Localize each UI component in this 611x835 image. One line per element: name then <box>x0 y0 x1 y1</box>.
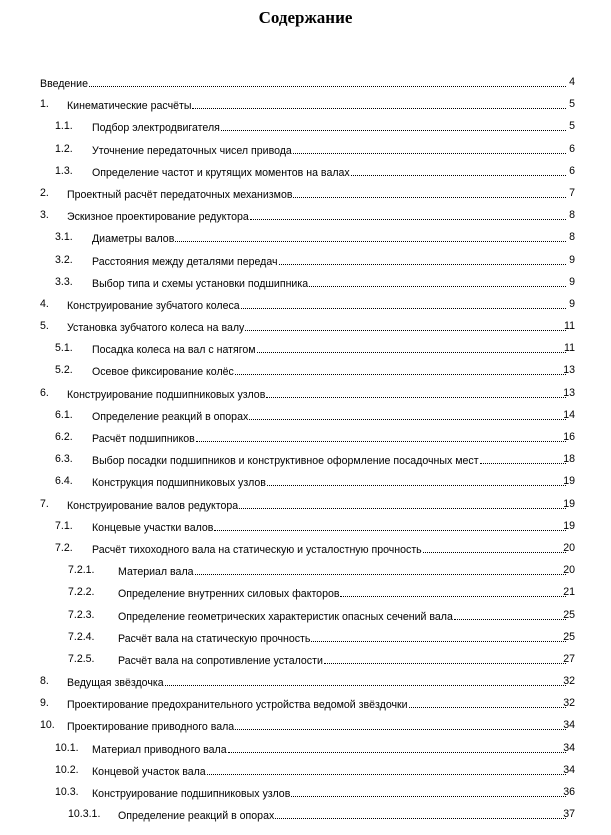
toc-entry-number: 3.1. <box>55 231 73 244</box>
toc-entry[interactable] <box>0 738 611 760</box>
toc-entry-number: 5.2. <box>55 364 73 377</box>
toc-entry[interactable] <box>0 316 611 338</box>
toc-entry-title: Расстояния между деталями передач <box>92 255 278 268</box>
toc-entry-number: 7.2.4. <box>68 630 95 643</box>
toc-entry[interactable] <box>0 161 611 183</box>
toc-entry-page-number: 11 <box>564 320 575 333</box>
toc-entry-page-number: 5 <box>569 98 575 111</box>
dot-leader <box>309 272 566 287</box>
toc-entry-page-number: 27 <box>563 652 575 665</box>
toc-entry[interactable] <box>0 272 611 294</box>
toc-entry[interactable] <box>0 427 611 449</box>
toc-entry-title: Концевые участки валов <box>92 521 214 534</box>
toc-entry[interactable] <box>0 649 611 671</box>
toc-entry[interactable] <box>0 94 611 116</box>
toc-entry-number: 1.1. <box>55 120 73 133</box>
toc-entry-title: Концевой участок вала <box>92 765 206 778</box>
toc-entry[interactable] <box>0 205 611 227</box>
dot-leader <box>214 516 566 531</box>
toc-entry-page-number: 13 <box>563 386 575 399</box>
toc-entry[interactable] <box>0 582 611 604</box>
toc-entry-number: 9. <box>40 697 49 710</box>
dot-leader <box>480 449 566 464</box>
toc-entry-page-number: 16 <box>563 431 575 443</box>
toc-entry-page-number: 14 <box>563 408 575 421</box>
toc-entry[interactable] <box>0 360 611 382</box>
toc-entry-title: Проектирование предохранительного устройства ведомой звёздочки <box>67 699 408 712</box>
toc-entry-title: Проектирование приводного вала <box>67 721 235 734</box>
page-title: Содержание <box>258 8 353 27</box>
toc-entry-title: Кинематические расчёты <box>67 100 192 113</box>
dot-leader <box>175 227 566 242</box>
toc-entry-number: 6.3. <box>55 453 73 466</box>
toc-entry-title: Введение <box>40 78 88 90</box>
dot-leader <box>241 294 566 309</box>
toc-entry-page-number: 5 <box>569 120 575 133</box>
toc-entry-page-number: 21 <box>563 586 575 599</box>
toc-entry-number: 7.2.1. <box>68 564 95 577</box>
toc-entry-page-number: 13 <box>563 364 575 377</box>
toc-entry-title: Ведущая звёздочка <box>67 677 164 690</box>
dot-leader <box>249 405 566 420</box>
dot-leader <box>311 627 566 642</box>
toc-entry[interactable] <box>0 693 611 715</box>
toc-entry-number: 7.2. <box>55 541 73 554</box>
dot-leader <box>423 538 566 553</box>
toc-entry-title: Конструкция подшипниковых узлов <box>92 477 266 490</box>
toc-entry[interactable] <box>0 627 611 649</box>
toc-entry-page-number: 19 <box>563 497 575 510</box>
toc-entry-number: 7. <box>40 497 49 510</box>
toc-entry-title: Расчёт тихоходного вала на статическую и усталостную прочность <box>92 543 422 556</box>
toc-entry-page-number: 25 <box>563 630 575 643</box>
toc-entry-title: Уточнение передаточных чисел привода <box>92 144 292 157</box>
toc-entry-page-number: 34 <box>563 741 575 754</box>
toc-entry-title: Расчёт вала на статическую прочность <box>118 632 311 645</box>
toc-entry-page-number: 18 <box>563 453 575 466</box>
dot-leader <box>279 250 566 265</box>
toc-entry[interactable] <box>0 516 611 538</box>
toc-entry[interactable] <box>0 804 611 826</box>
toc-entry[interactable] <box>0 560 611 582</box>
toc-entry-title: Расчёт вала на сопротивление усталости <box>118 654 323 667</box>
toc-entry-page-number: 20 <box>563 541 575 554</box>
dot-leader <box>409 693 566 708</box>
toc-entry-page-number: 9 <box>569 275 575 288</box>
toc-entry-title: Материал вала <box>118 566 194 579</box>
toc-entry-page-number: 32 <box>563 675 575 688</box>
dot-leader <box>267 471 566 486</box>
toc-entry-title: Эскизное проектирование редуктора <box>67 211 249 224</box>
dot-leader <box>195 560 566 575</box>
toc-entry[interactable] <box>0 782 611 804</box>
toc-entry-title: Конструирование подшипниковых узлов <box>67 388 266 401</box>
toc-entry-page-number: 34 <box>563 719 575 732</box>
toc-entry[interactable] <box>0 671 611 693</box>
toc-entry-page-number: 9 <box>569 297 575 310</box>
toc-entry-number: 4. <box>40 297 49 310</box>
toc-entry-page-number: 37 <box>563 808 575 821</box>
toc-entry-page-number: 19 <box>563 519 575 532</box>
toc-entry-title: Определение частот и крутящих моментов на валах <box>92 166 350 179</box>
toc-entry-title: Выбор типа и схемы установки подшипника <box>92 277 309 290</box>
toc-entry-number: 5. <box>40 320 49 333</box>
toc-entry-title: Проектный расчёт передаточных механизмов <box>67 188 293 201</box>
toc-entry[interactable] <box>0 715 611 737</box>
toc-entry-title: Конструирование зубчатого колеса <box>67 299 240 312</box>
toc-entry-number: 7.2.2. <box>68 586 95 599</box>
toc-entry-title: Определение геометрических характеристик опасных сечений вала <box>118 610 453 623</box>
dot-leader <box>207 760 566 775</box>
dot-leader <box>351 161 566 176</box>
toc-entry-title: Подбор электродвигателя <box>92 122 220 135</box>
toc-entry[interactable] <box>0 139 611 161</box>
toc-entry-title: Конструирование валов редуктора <box>67 499 239 512</box>
toc-entry-number: 1. <box>40 98 49 111</box>
dot-leader <box>192 94 566 109</box>
toc-entry[interactable] <box>0 605 611 627</box>
toc-entry-number: 3.2. <box>55 253 73 266</box>
dot-leader <box>257 338 566 353</box>
toc-entry-title: Материал приводного вала <box>92 743 227 756</box>
dot-leader <box>89 72 566 87</box>
table-of-contents <box>0 72 611 826</box>
dot-leader <box>454 605 566 620</box>
toc-entry[interactable] <box>0 760 611 782</box>
dot-leader <box>165 671 566 686</box>
toc-entry[interactable] <box>0 338 611 360</box>
toc-entry-number: 8. <box>40 675 49 688</box>
toc-entry-number: 1.3. <box>55 164 73 177</box>
toc-entry-number: 3. <box>40 209 49 222</box>
toc-entry-page-number: 36 <box>563 786 575 798</box>
toc-entry-title: Установка зубчатого колеса на валу <box>67 322 245 335</box>
toc-entry[interactable] <box>0 227 611 249</box>
toc-entry-number: 7.1. <box>55 519 73 532</box>
dot-leader <box>245 316 566 331</box>
toc-entry-page-number: 25 <box>563 608 575 621</box>
toc-entry-number: 6.2. <box>55 431 73 443</box>
toc-entry-page-number: 9 <box>569 253 575 266</box>
toc-entry-title: Расчёт подшипников <box>92 433 195 445</box>
toc-entry-number: 7.2.3. <box>68 608 95 621</box>
toc-entry[interactable] <box>0 494 611 516</box>
toc-entry-page-number: 8 <box>569 231 575 244</box>
toc-entry-page-number: 4 <box>569 76 575 88</box>
dot-leader <box>250 205 566 220</box>
toc-entry-number: 10.2. <box>55 763 79 776</box>
toc-entry-title: Конструирование подшипниковых узлов <box>92 788 291 800</box>
dot-leader <box>293 183 566 198</box>
toc-entry-page-number: 34 <box>563 763 575 776</box>
toc-entry-page-number: 6 <box>569 164 575 177</box>
toc-entry-title: Осевое фиксирование колёс <box>92 366 234 379</box>
dot-leader <box>275 804 566 819</box>
toc-entry-number: 5.1. <box>55 342 73 355</box>
toc-entry-number: 1.2. <box>55 142 73 155</box>
toc-entry-number: 2. <box>40 186 49 199</box>
toc-entry-title: Выбор посадки подшипников и конструктивное оформление посадочных мест <box>92 455 479 468</box>
dot-leader <box>266 383 566 398</box>
dot-leader <box>324 649 566 664</box>
dot-leader <box>235 715 566 730</box>
toc-entry[interactable] <box>0 72 611 94</box>
toc-entry-page-number: 8 <box>569 209 575 222</box>
dot-leader <box>291 782 566 797</box>
toc-entry[interactable] <box>0 250 611 272</box>
toc-entry-number: 6.4. <box>55 475 73 488</box>
toc-entry-title: Определение реакций в опорах <box>118 810 275 823</box>
toc-entry-title: Диаметры валов <box>92 233 175 246</box>
toc-entry[interactable] <box>0 383 611 405</box>
toc-entry-page-number: 11 <box>564 342 575 355</box>
dot-leader <box>196 427 566 442</box>
toc-entry-page-number: 32 <box>563 697 575 710</box>
dot-leader <box>293 139 566 154</box>
toc-entry-page-number: 20 <box>563 564 575 577</box>
dot-leader <box>239 494 566 509</box>
toc-entry[interactable] <box>0 405 611 427</box>
toc-entry-title: Определение реакций в опорах <box>92 410 249 423</box>
toc-entry-number: 10.1. <box>55 741 79 754</box>
toc-entry[interactable] <box>0 538 611 560</box>
dot-leader <box>228 738 566 753</box>
toc-entry-number: 10.3. <box>55 786 79 798</box>
toc-entry-title: Определение внутренних силовых факторов <box>118 588 340 601</box>
toc-entry-title: Посадка колеса на вал с натягом <box>92 344 256 357</box>
dot-leader <box>235 360 566 375</box>
toc-entry[interactable] <box>0 116 611 138</box>
toc-entry-number: 6.1. <box>55 408 73 421</box>
toc-entry-number: 10.3.1. <box>68 808 101 821</box>
dot-leader <box>221 116 566 131</box>
toc-entry-number: 3.3. <box>55 275 73 288</box>
toc-entry[interactable] <box>0 294 611 316</box>
toc-entry[interactable] <box>0 183 611 205</box>
toc-entry-number: 6. <box>40 386 49 399</box>
toc-entry[interactable] <box>0 471 611 493</box>
toc-entry-page-number: 6 <box>569 142 575 155</box>
toc-entry[interactable] <box>0 449 611 471</box>
dot-leader <box>340 582 566 597</box>
toc-entry-number: 10. <box>40 719 55 732</box>
toc-entry-page-number: 7 <box>569 186 575 199</box>
toc-entry-number: 7.2.5. <box>68 652 95 665</box>
toc-entry-page-number: 19 <box>563 475 575 488</box>
